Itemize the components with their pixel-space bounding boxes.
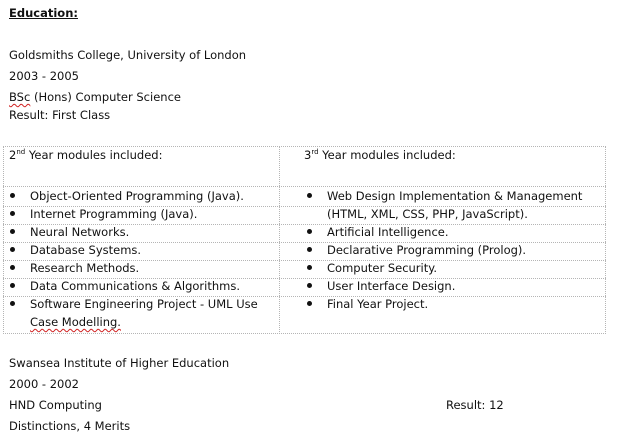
degree-abbrev: BSc bbox=[9, 90, 31, 104]
bullet-icon bbox=[307, 301, 312, 306]
education-heading: Education: bbox=[9, 6, 78, 20]
header-number: 3 bbox=[304, 148, 312, 162]
swansea-institution: Swansea Institute of Higher Education bbox=[9, 356, 230, 370]
table-border-left bbox=[3, 146, 4, 334]
swansea-years: 2000 - 2002 bbox=[9, 377, 79, 391]
bullet-icon bbox=[10, 265, 15, 270]
list-item: Computer Security. bbox=[327, 261, 438, 275]
bullet-icon bbox=[10, 283, 15, 288]
bullet-icon bbox=[10, 301, 15, 306]
goldsmiths-degree bbox=[9, 90, 181, 104]
bullet-icon bbox=[307, 265, 312, 270]
goldsmiths-institution: Goldsmiths College, University of London bbox=[9, 48, 247, 62]
list-item: Declarative Programming (Prolog). bbox=[327, 243, 527, 257]
bullet-icon bbox=[307, 229, 312, 234]
goldsmiths-result: Result: First Class bbox=[9, 108, 111, 122]
table-border-top bbox=[3, 146, 606, 147]
bullet-icon bbox=[307, 193, 312, 198]
bullet-icon bbox=[10, 229, 15, 234]
swansea-distinctions: Distinctions, 4 Merits bbox=[9, 419, 131, 433]
list-item-continuation: (HTML, XML, CSS, PHP, JavaScript). bbox=[327, 207, 528, 221]
third-year-header bbox=[304, 148, 456, 162]
table-border-bottom bbox=[3, 333, 606, 334]
degree-title: (Hons) Computer Science bbox=[30, 90, 181, 104]
bullet-icon bbox=[10, 247, 15, 252]
list-item: Research Methods. bbox=[30, 261, 140, 275]
list-item: Software Engineering Project - UML Use bbox=[30, 297, 258, 311]
list-item: Object-Oriented Programming (Java). bbox=[30, 189, 244, 203]
list-item: Database Systems. bbox=[30, 243, 142, 257]
list-item: User Interface Design. bbox=[327, 279, 456, 293]
table-column-divider bbox=[279, 146, 280, 334]
bullet-icon bbox=[10, 193, 15, 198]
header-text: Year modules included: bbox=[25, 148, 163, 162]
modules-table bbox=[3, 146, 606, 334]
bullet-icon bbox=[307, 247, 312, 252]
swansea-result: Result: 12 bbox=[446, 398, 504, 412]
list-item: Data Communications & Algorithms. bbox=[30, 279, 240, 293]
table-header-divider bbox=[3, 186, 606, 187]
goldsmiths-years: 2003 - 2005 bbox=[9, 69, 79, 83]
bullet-icon bbox=[10, 211, 15, 216]
list-item: Neural Networks. bbox=[30, 225, 130, 239]
swansea-course: HND Computing bbox=[9, 398, 102, 412]
table-border-right bbox=[605, 146, 606, 334]
header-ordinal: rd bbox=[311, 148, 319, 157]
header-ordinal: nd bbox=[16, 148, 26, 157]
list-item: Artificial Intelligence. bbox=[327, 225, 449, 239]
list-item-continuation: Case Modelling. bbox=[30, 315, 121, 329]
header-text: Year modules included: bbox=[318, 148, 456, 162]
second-year-header bbox=[9, 148, 162, 162]
list-item: Internet Programming (Java). bbox=[30, 207, 198, 221]
list-item: Final Year Project. bbox=[327, 297, 429, 311]
bullet-icon bbox=[307, 283, 312, 288]
list-item: Web Design Implementation & Management bbox=[327, 189, 583, 203]
header-number: 2 bbox=[9, 148, 17, 162]
